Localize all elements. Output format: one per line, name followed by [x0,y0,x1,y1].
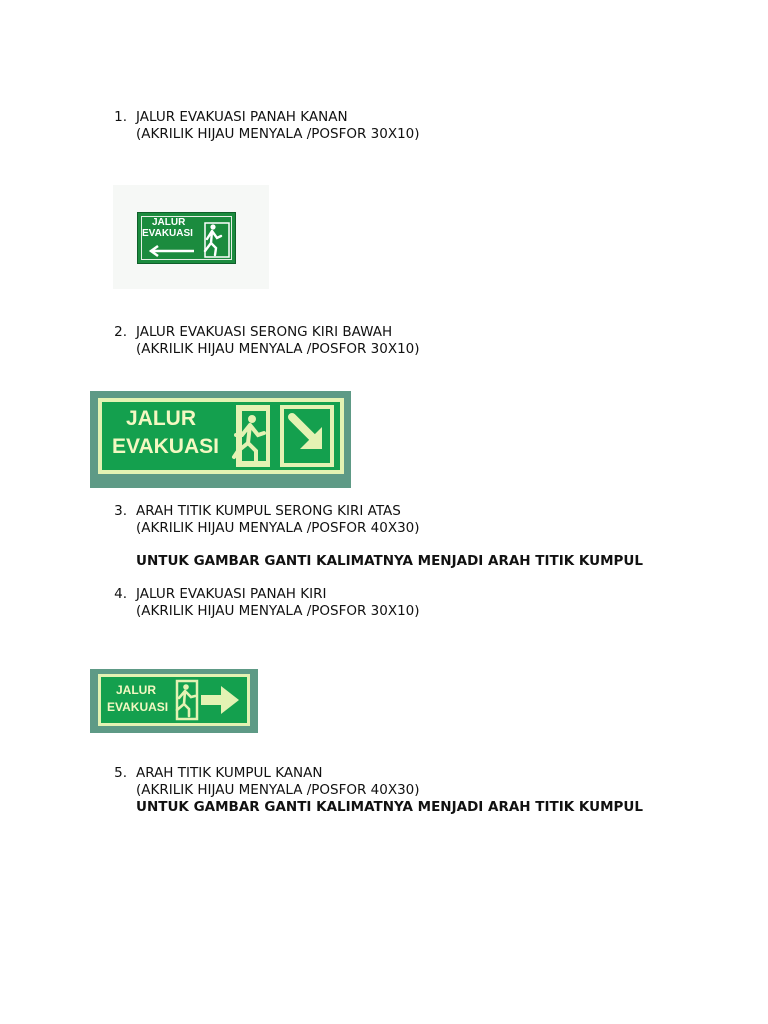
item-1-number: 1. [114,109,127,125]
sign-1-line2: EVAKUASI [142,228,193,239]
sign-3-face [98,674,250,726]
sign-1-image [137,212,236,264]
sign-3-line2: EVAKUASI [107,700,169,714]
sign-1-line1: JALUR [152,217,186,228]
sign-3-line1: JALUR [116,683,157,697]
item-3-spec: (AKRILIK HIJAU MENYALA /POSFOR 40X30) [136,520,420,536]
item-2-number: 2. [114,324,127,340]
item-2-spec: (AKRILIK HIJAU MENYALA /POSFOR 30X10) [136,341,420,357]
sign-2-image [90,391,351,488]
item-5-number: 5. [114,765,127,781]
sign-3-image [90,669,258,733]
running-man-exit-icon [171,679,199,721]
running-man-exit-icon [226,405,272,467]
right-arrow-icon [201,685,241,715]
item-3-note: UNTUK GAMBAR GANTI KALIMATNYA MENJADI ARAH TITIK KUMPUL [136,553,644,569]
diagonal-down-right-arrow-icon [280,405,334,467]
item-3-number: 3. [114,503,127,519]
item-5-title: ARAH TITIK KUMPUL KANAN [136,765,323,781]
item-3-title: ARAH TITIK KUMPUL SERONG KIRI ATAS [136,503,401,519]
running-man-icon [199,221,231,259]
left-arrow-icon [148,245,198,257]
item-2-title: JALUR EVAKUASI SERONG KIRI BAWAH [136,324,393,340]
item-1-title: JALUR EVAKUASI PANAH KANAN [136,109,348,125]
sign-2-line2: EVAKUASI [112,435,219,458]
item-4-number: 4. [114,586,127,602]
item-4-title: JALUR EVAKUASI PANAH KIRI [136,586,327,602]
sign-2-line1: JALUR [126,407,197,430]
item-5-note: UNTUK GAMBAR GANTI KALIMATNYA MENJADI ARAH TITIK KUMPUL [136,799,644,815]
item-4-spec: (AKRILIK HIJAU MENYALA /POSFOR 30X10) [136,603,420,619]
item-1-spec: (AKRILIK HIJAU MENYALA /POSFOR 30X10) [136,126,420,142]
sign-2-face [98,398,344,474]
item-5-spec: (AKRILIK HIJAU MENYALA /POSFOR 40X30) [136,782,420,798]
